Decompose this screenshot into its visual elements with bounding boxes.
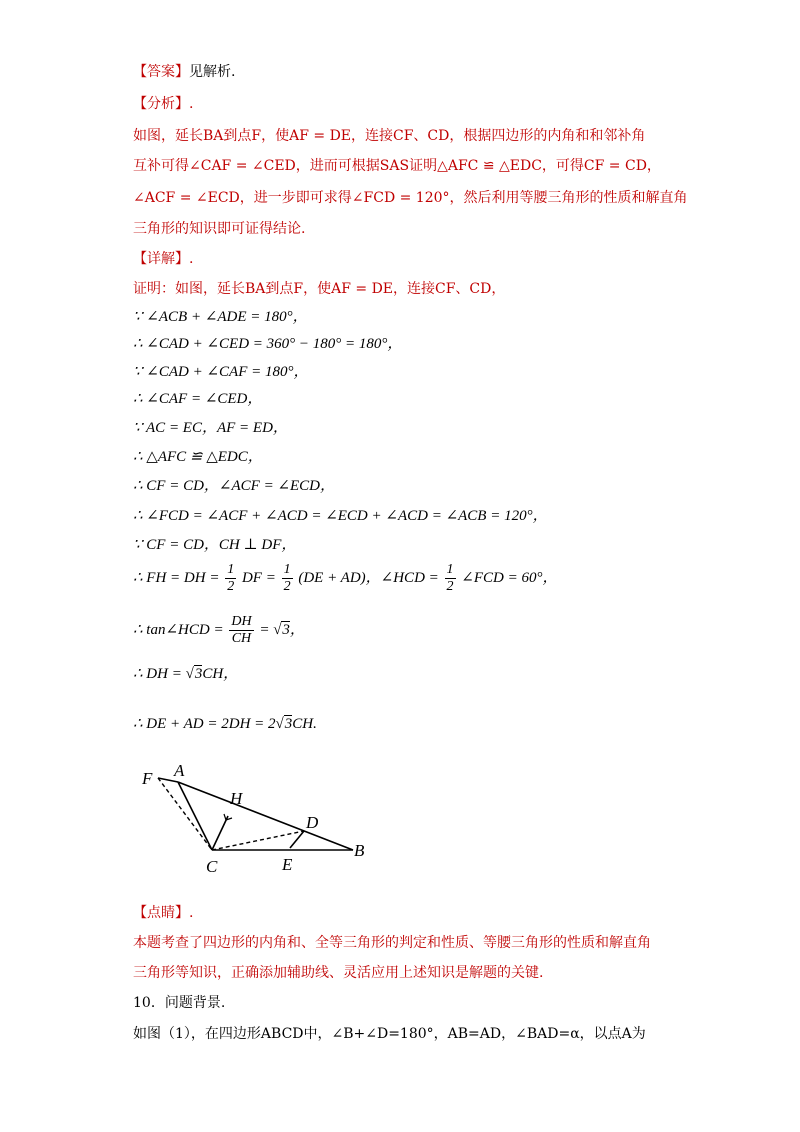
answer-header xyxy=(133,62,235,82)
proof-line: ∴ ∠CAF = ∠CED， xyxy=(133,391,263,407)
answer-text: 见解析. xyxy=(189,64,236,80)
question-10-text: 如图（1），在四边形ABCD中，∠B+∠D=180°，AB=AD，∠BAD=α，以点A为 xyxy=(133,1026,646,1042)
answer-bracket: 【答案】 xyxy=(133,64,189,80)
label-a: A xyxy=(174,761,185,780)
proof-line: ∵ ∠ACB + ∠ADE = 180°， xyxy=(133,309,308,325)
comment-line: 三角形等知识，正确添加辅助线、灵活应用上述知识是解题的关键. xyxy=(133,965,544,981)
frac-mid1: DF = xyxy=(241,569,276,586)
geometry-figure xyxy=(138,760,378,880)
label-h: H xyxy=(230,789,243,808)
analysis-line: 三角形的知识即可证得结论. xyxy=(133,221,306,237)
tan-line xyxy=(133,614,305,647)
fraction-line xyxy=(133,562,557,595)
frac-mid2: (DE + AD)，∠HCD = xyxy=(298,569,439,586)
detail-dot: . xyxy=(189,251,194,267)
proof-line: ∴ △AFC ≌ △EDC， xyxy=(133,449,263,465)
fraction-half-1: $\frac{1}{2}$ xyxy=(227,562,235,594)
proof-line: 证明：如图，延长BA到点F，使AF = DE，连接CF、CD， xyxy=(133,281,506,297)
analysis-line: 如图，延长BA到点F，使AF = DE，连接CF、CD，根据四边形的内角和和邻补角 xyxy=(133,128,646,144)
dh-tail: CH， xyxy=(202,666,239,682)
sum-lead: ∴ DE + AD = 2DH = 2 xyxy=(133,716,276,732)
label-e: E xyxy=(282,855,293,874)
dh-lead: ∴ DH = xyxy=(133,666,182,682)
label-c: C xyxy=(206,857,218,876)
proof-line: ∴ CF = CD，∠ACF = ∠ECD， xyxy=(133,478,336,494)
segment-de xyxy=(290,831,304,848)
proof-line: ∵ ∠CAD + ∠CAF = 180°， xyxy=(133,364,309,380)
proof-line: ∴ ∠CAD + ∠CED = 360° − 180° = 180°， xyxy=(133,336,403,352)
analysis-bracket: 【分析】 xyxy=(133,96,189,112)
sqrt-symbol: √ xyxy=(275,716,284,732)
question-10-title: 10．问题背景. xyxy=(133,995,226,1011)
dh-line xyxy=(133,664,238,684)
sqrt-radicand: 3 xyxy=(284,716,293,732)
segment-ch xyxy=(212,816,228,850)
tan-eq: = xyxy=(259,621,270,638)
sum-line xyxy=(133,714,317,734)
proof-line: ∵ CF = CD，CH ⊥ DF， xyxy=(133,537,297,553)
sqrt-radicand: 3 xyxy=(282,621,290,638)
fraction-half-3: $\frac{1}{2}$ xyxy=(446,562,454,594)
tan-tail: ， xyxy=(289,621,305,638)
sqrt-radicand: 3 xyxy=(194,666,203,682)
comment-dot: . xyxy=(189,905,194,921)
proof-line: ∵ AC = EC，AF = ED， xyxy=(133,420,288,436)
frac-tail: ∠FCD = 60°， xyxy=(461,569,558,586)
analysis-line: 互补可得∠CAF = ∠CED，进而可根据SAS证明△AFC ≌ △EDC，可得CF = CD， xyxy=(133,158,661,174)
detail-header xyxy=(133,249,193,269)
detail-bracket: 【详解】 xyxy=(133,251,189,267)
label-f: F xyxy=(142,769,153,788)
label-d: D xyxy=(306,813,319,832)
sqrt-symbol: √ xyxy=(273,621,282,638)
tan-lead: ∴ tan∠HCD = xyxy=(133,621,224,638)
analysis-header xyxy=(133,94,193,114)
analysis-line: ∠ACF = ∠ECD，进一步即可求得∠FCD = 120°，然后利用等腰三角形的性质和解直角 xyxy=(133,190,688,206)
sum-tail: CH. xyxy=(292,716,317,732)
analysis-dot: . xyxy=(189,96,194,112)
sqrt-symbol: √ xyxy=(185,666,194,682)
label-b: B xyxy=(354,841,365,860)
segment-ac xyxy=(178,782,212,850)
segment-fc-dashed xyxy=(158,778,212,850)
proof-line: ∴ ∠FCD = ∠ACF + ∠ACD = ∠ECD + ∠ACD = ∠ACB = 120°， xyxy=(133,508,548,524)
fraction-dh-ch: $\frac{DH}{CH}$ xyxy=(231,614,252,646)
comment-bracket: 【点睛】 xyxy=(133,905,189,921)
comment-line: 本题考查了四边形的内角和、全等三角形的判定和性质、等腰三角形的性质和解直角 xyxy=(133,935,651,951)
fraction-half-2: $\frac{1}{2}$ xyxy=(283,562,291,594)
comment-header xyxy=(133,903,193,923)
frac-lead: ∴ FH = DH = xyxy=(133,569,220,586)
